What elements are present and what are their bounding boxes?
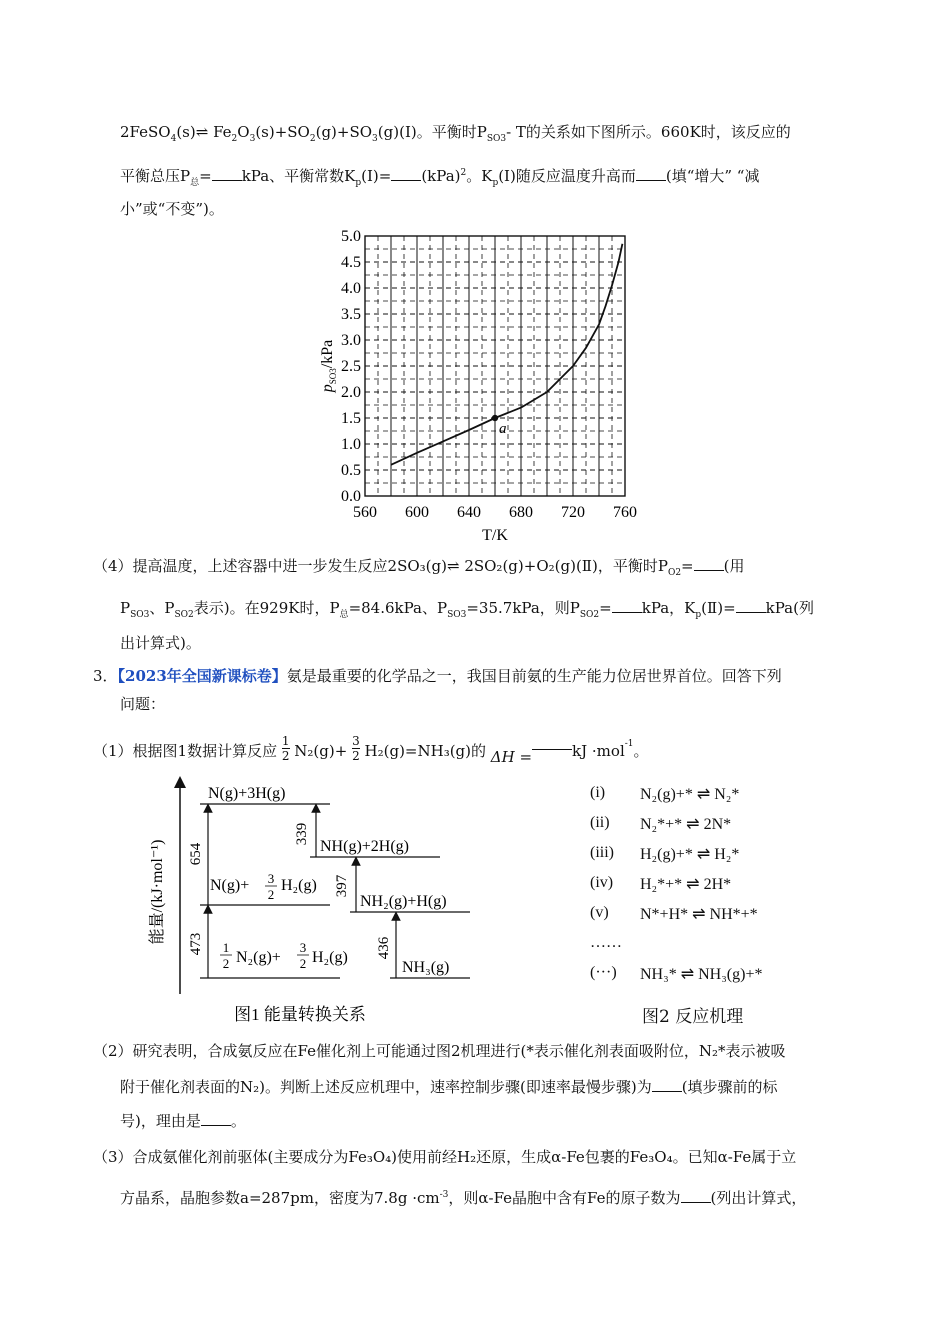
fraction-denominator: 2 xyxy=(299,956,307,971)
level-label: N(g)+3H(g) xyxy=(208,785,286,802)
q3-line-2: 问题： xyxy=(120,695,166,713)
level-label: H₂(g) xyxy=(281,877,317,894)
q3-part3-line1: （3）合成氨催化剂前驱体(主要成分为Fe₃O₄)使用前经H₂还原，生成α-Fe包裹的Fe₃O₄。已知α-Fe属于立 xyxy=(93,1148,797,1166)
fraction-numerator: 3 xyxy=(299,940,307,955)
level-label: N(g)+ xyxy=(210,877,250,894)
y-tick-label: 1.0 xyxy=(341,436,361,453)
q3-part2-line3: 号)，理由是 。 xyxy=(120,1112,246,1130)
q2-line-3: 小”或“不变”)。 xyxy=(120,200,224,218)
answer-blank[interactable] xyxy=(681,1188,711,1203)
answer-blank[interactable] xyxy=(212,166,242,181)
y-tick-label: 0.5 xyxy=(341,462,361,479)
y-tick-label: 4.0 xyxy=(341,280,361,297)
pso3-temperature-chart xyxy=(300,222,650,552)
q3-line-1: 3．【2023年全国新课标卷】氨是最重要的化学品之一，我国目前氨的生产能力位居世界首位。回答下列 xyxy=(93,667,782,685)
level-label: NH(g)+2H(g) xyxy=(320,838,409,855)
energy-value: 339 xyxy=(294,822,310,846)
level-label: N₂(g)+ xyxy=(236,949,281,966)
answer-blank[interactable] xyxy=(391,166,421,181)
answer-blank[interactable] xyxy=(736,598,766,613)
energy-value: 473 xyxy=(188,932,204,956)
source-tag: 【2023年全国新课标卷】 xyxy=(117,667,287,685)
energy-axis-label: 能量/(kJ·mol⁻¹) xyxy=(149,839,166,945)
answer-blank[interactable] xyxy=(694,556,724,571)
fig2-caption: 图2 反应机理 xyxy=(642,1007,744,1027)
y-axis-label: $p_{SO3}$/kPa xyxy=(319,339,338,393)
x-axis-label: T/K xyxy=(482,527,508,544)
x-tick-label: 640 xyxy=(457,504,481,521)
y-tick-label: 3.0 xyxy=(341,332,361,349)
x-tick-label: 600 xyxy=(405,504,429,521)
series-line-pso3 xyxy=(391,244,622,465)
answer-blank[interactable] xyxy=(652,1077,682,1092)
q3-part1: （1）根据图1数据计算反应 $\frac{1}{2}$ N₂(g)+ $\frac{3}{2}$ H₂(g)=NH₃(g)的 ΔH = kJ ·mol$^{-1}$。 xyxy=(93,733,649,766)
level-label: NH₂(g)+H(g) xyxy=(360,893,447,910)
mechanism-step: (i) N₂(g)+* ⇌ N₂* xyxy=(590,784,740,803)
q3-part2-line2: 附于催化剂表面的N₂)。判断上述反应机理中，速率控制步骤(即速率最慢步骤)为 (填步骤前的标 xyxy=(120,1078,778,1096)
level-label: NH₃(g) xyxy=(402,959,450,976)
answer-blank[interactable] xyxy=(612,598,642,613)
energy-value: 436 xyxy=(376,936,392,960)
fraction-numerator: 1 xyxy=(222,940,230,955)
y-tick-label: 5.0 xyxy=(341,228,361,245)
x-tick-label: 720 xyxy=(561,504,585,521)
mechanism-step: (iii) H₂(g)+* ⇌ H₂* xyxy=(590,844,740,863)
fraction-numerator: 3 xyxy=(267,871,275,886)
x-tick-label: 760 xyxy=(613,504,637,521)
answer-blank[interactable] xyxy=(532,735,572,750)
mechanism-step: (···) NH₃* ⇌ NH₃(g)+* xyxy=(590,964,763,983)
y-tick-label: 2.0 xyxy=(341,384,361,401)
q4-line-3: 出计算式)。 xyxy=(120,634,201,652)
q4-line-2: $P_{SO3}$、$P_{SO2}$表示)。在929K时，$P_总=84.6kPa$、$P_{SO3}=35.7kPa$，则$P_{SO2}=$ kPa，$K_p(Ⅱ)= kPa$(列 xyxy=(120,599,814,620)
level-label: H₂(g) xyxy=(312,949,348,966)
fraction-one-half: $\frac{1}{2}$ xyxy=(281,733,290,763)
q2-line-1: 2FeSO$_4$(s)⇌ $Fe_2O_3(s)+SO_2(g)+SO_3(g)(I)$。平衡时$P_{SO3}-$ T的关系如下图所示。660K时，该反应的 xyxy=(120,123,791,144)
y-tick-label: 3.5 xyxy=(341,306,361,323)
q3-part2-line1: （2）研究表明，合成氨反应在Fe催化剂上可能通过图2机理进行(*表示催化剂表面吸附位，N₂*表示被吸 xyxy=(93,1042,786,1060)
x-tick-label: 680 xyxy=(509,504,533,521)
y-tick-label: 4.5 xyxy=(341,254,361,271)
mechanism-step: (ii) N₂*+* ⇌ 2N* xyxy=(590,814,732,833)
q4-line-1: （4）提高温度，上述容器中进一步发生反应2SO₃(g)⇌ 2SO₂(g)+O₂(g)(Ⅱ)，平衡时$P_{O2}=$ (用 xyxy=(93,557,745,578)
mechanism-step: (v) N*+H* ⇌ NH*+* xyxy=(590,904,758,923)
x-tick-label: 560 xyxy=(353,504,377,521)
fraction-denominator: 2 xyxy=(267,887,275,902)
mechanism-list xyxy=(590,784,840,994)
fraction-three-half: $\frac{3}{2}$ xyxy=(352,733,360,763)
y-tick-label: 2.5 xyxy=(341,358,361,375)
y-tick-label: 0.0 xyxy=(341,488,361,505)
point-a-label: a xyxy=(499,421,507,437)
answer-blank[interactable] xyxy=(201,1111,231,1126)
fraction-denominator: 2 xyxy=(222,956,230,971)
point-a xyxy=(492,415,498,421)
answer-blank[interactable] xyxy=(636,166,666,181)
energy-value: 654 xyxy=(188,842,204,866)
y-tick-label: 1.5 xyxy=(341,410,361,427)
energy-value: 397 xyxy=(334,874,350,898)
mechanism-step: …… xyxy=(590,934,622,951)
energy-diagram xyxy=(140,772,480,1028)
q2-line-2: 平衡总压$P_总=$ kPa、平衡常数$K_p(Ⅰ)= (kPa)^2$。$K_p(Ⅰ)$随反应温度升高而 (填“增大” “减 xyxy=(120,167,760,188)
mechanism-step: (iv) H₂*+* ⇌ 2H* xyxy=(590,874,732,893)
fig1-caption: 图1 能量转换关系 xyxy=(234,1005,366,1024)
q3-part3-line2: 方晶系，晶胞参数a=287pm，密度为$7.8g \cdot cm^{-3}$，则α-Fe晶胞中含有Fe的原子数为 (列出计算式， xyxy=(120,1189,807,1207)
